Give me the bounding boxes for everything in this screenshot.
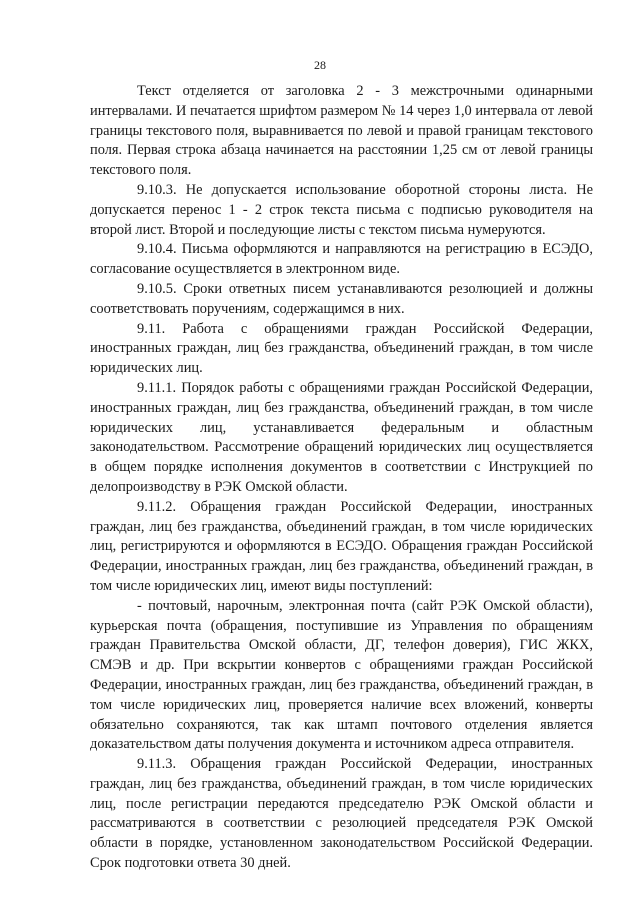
paragraph-9-11-1: 9.11.1. Порядок работы с обращениями граждан Российской Федерации, иностранных граждан, лиц без гражданства, объединений граждан, в том числе юридических лиц, устанавливается федеральным и областным законодательством. Рассмотрение обращений юридических лиц осуществляется в общем порядке исполнения документов в соответствии с Инструкцией по делопроизводству в РЭК Омской области. <box>90 379 593 495</box>
paragraph-9-11-3: 9.11.3. Обращения граждан Российской Федерации, иностранных граждан, лиц без гражданства, объединений граждан, в том числе юридических лиц, после регистрации передаются председателю РЭК Омской области и рассматриваются в соответствии с резолюцией председателя РЭК Омской области в порядке, установленном законодательством Российской Федерации. Срок подготовки ответа 30 дней. <box>90 756 593 872</box>
paragraph-9-11-2: 9.11.2. Обращения граждан Российской Федерации, иностранных граждан, лиц без гражданства, объединений граждан, в том числе юридических лиц, регистрируются и оформляются в ЕСЭДО. Обращения граждан Российской Федерации, иностранных граждан, лиц без гражданства, объединений граждан, в том числе юридических лиц, имеют виды поступлений: <box>90 498 593 594</box>
document-body <box>90 82 593 874</box>
paragraph-9-10-5: 9.10.5. Сроки ответных писем устанавливаются резолюцией и должны соответствовать поручениям, содержащимся в них. <box>90 280 593 317</box>
paragraph-9-10-4: 9.10.4. Письма оформляются и направляются на регистрацию в ЕСЭДО, согласование осуществляется в электронном виде. <box>90 241 593 278</box>
page-number: 28 <box>314 58 326 72</box>
paragraph-receipt-types: - почтовый, нарочным, электронная почта (сайт РЭК Омской области), курьерская почта (обращения, поступившие из Управления по обращениям граждан Правительства Омской области, ДГ, телефон доверия), ГИС ЖКХ, СМЭВ и др. При вскрытии конвертов с обращениями граждан Российской Федерации, иностранных граждан, лиц без гражданства, объединений граждан, в том числе юридических лиц, проверяется наличие всех вложений, конверты обязательно сохраняются, так как штамп почтового отделения является доказательством даты получения документа и источником адреса отправителя. <box>90 597 593 753</box>
paragraph-text-spacing: Текст отделяется от заголовка 2 - 3 межстрочными одинарными интервалами. И печатается шрифтом размером № 14 через 1,0 интервала от левой границы текстового поля, выравнивается по левой и правой границам текстового поля. Первая строка абзаца начинается на расстоянии 1,25 см от левой границы текстового поля. <box>90 83 593 179</box>
paragraph-9-10-3: 9.10.3. Не допускается использование оборотной стороны листа. Не допускается перенос 1 - 2 строк текста письма с подписью руководителя на второй лист. Второй и последующие листы с текстом письма нумеруются. <box>90 181 593 238</box>
paragraph-9-11: 9.11. Работа с обращениями граждан Российской Федерации, иностранных граждан, лиц без гражданства, объединений граждан, в том числе юридических лиц. <box>90 320 593 377</box>
